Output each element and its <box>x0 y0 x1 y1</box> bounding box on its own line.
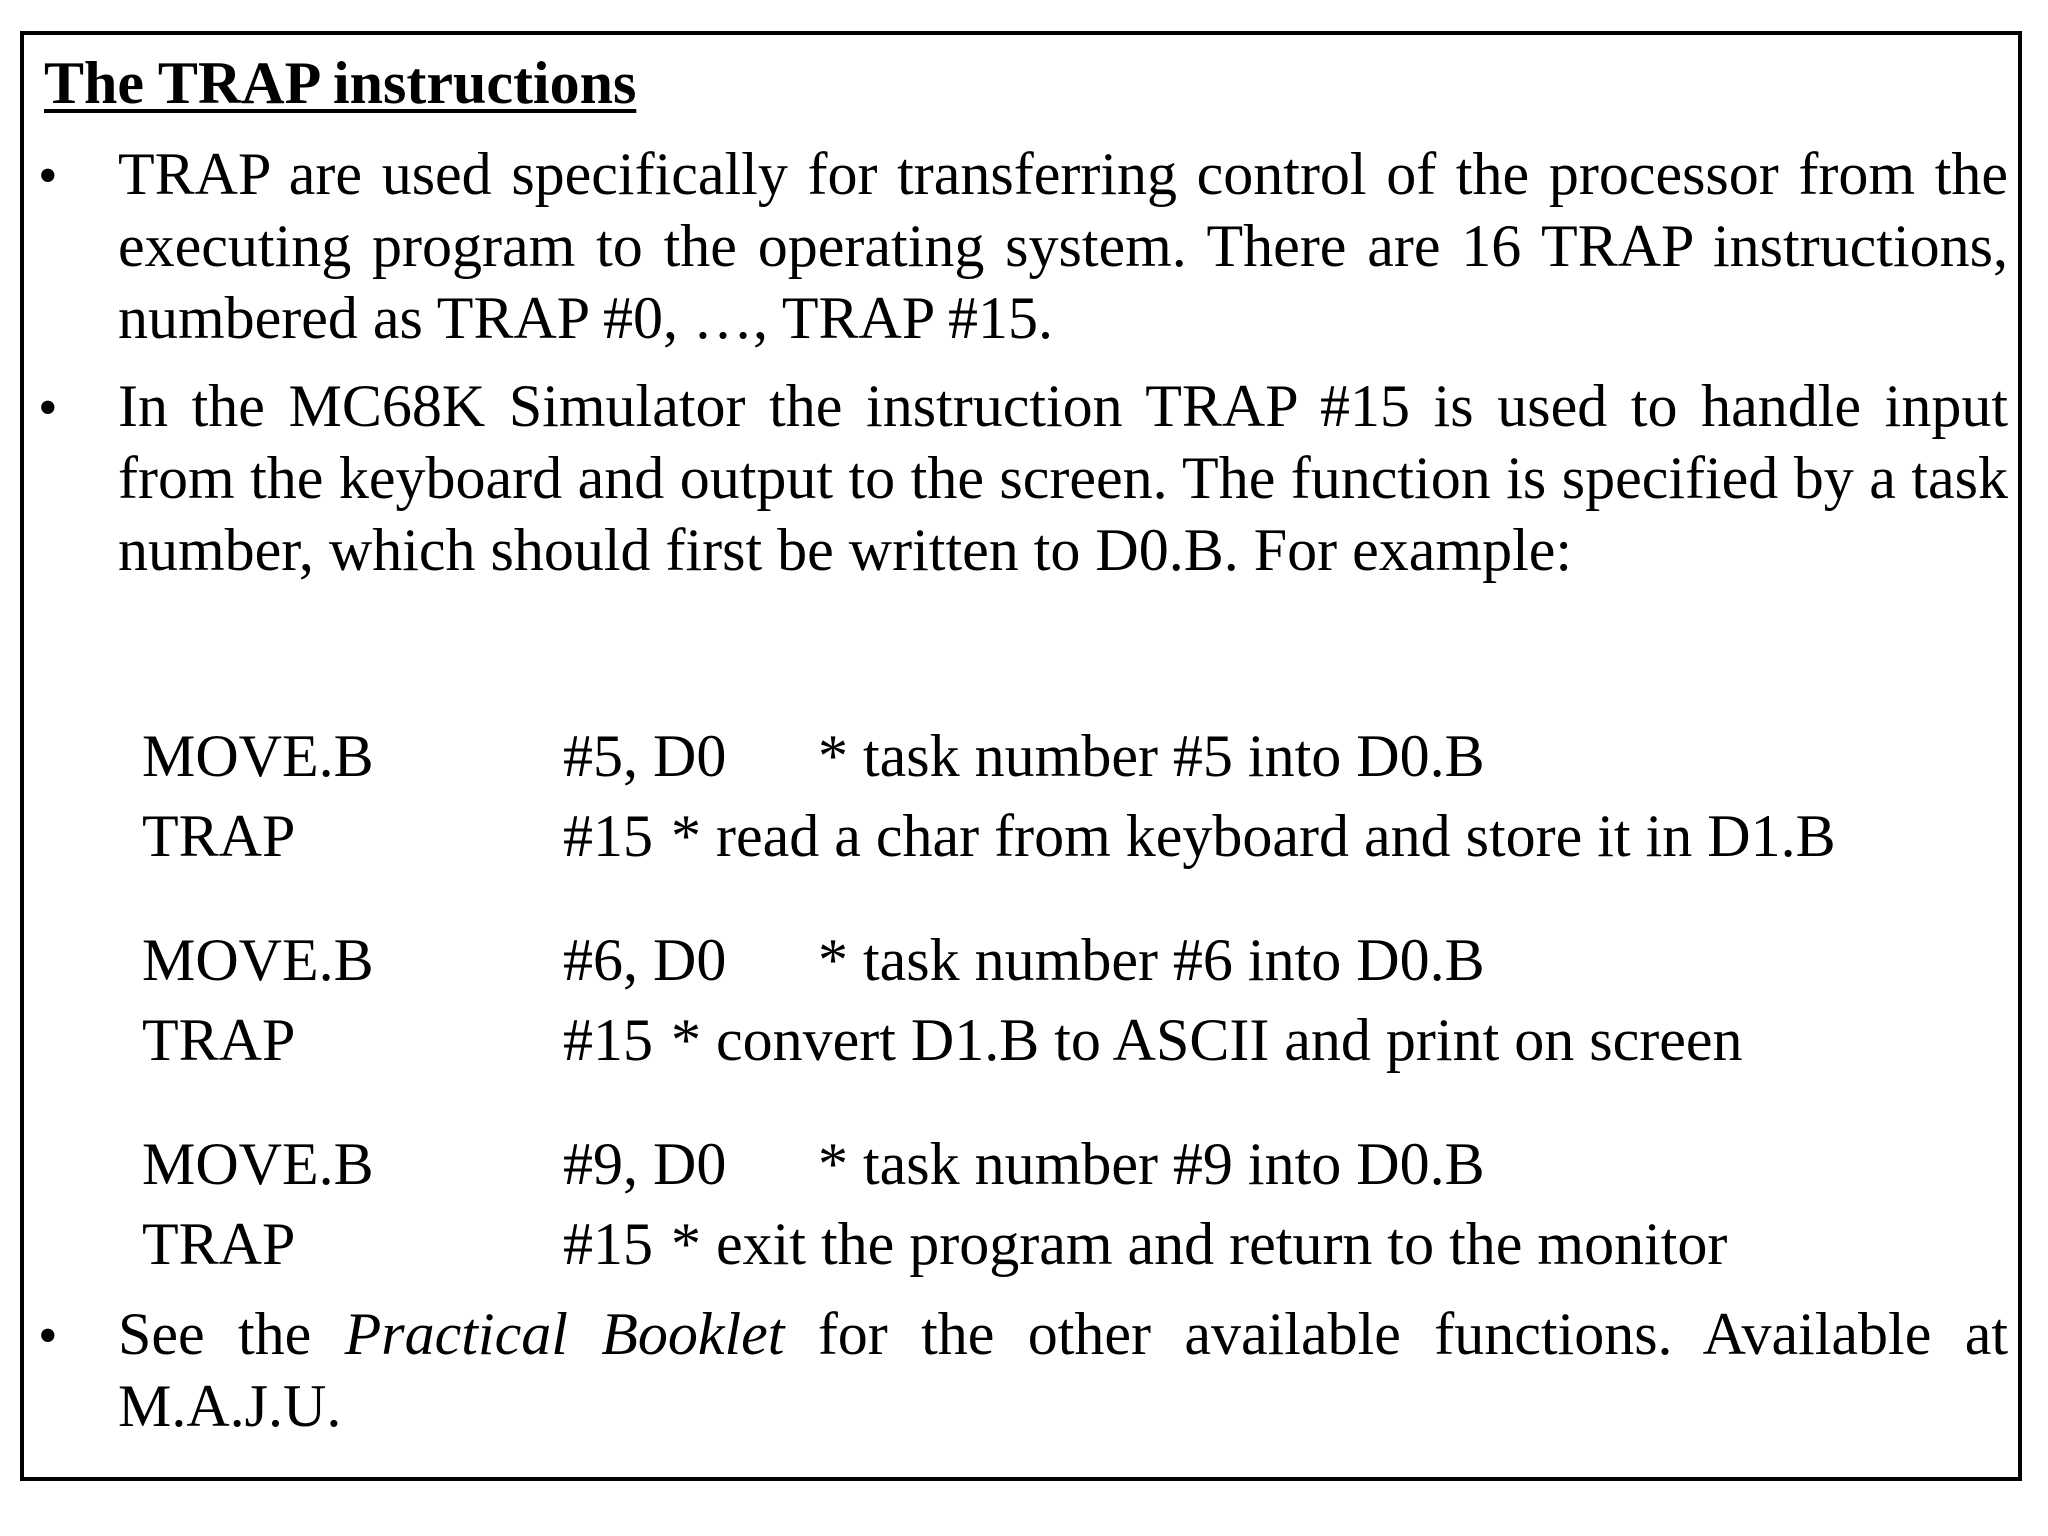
bullet-text-after: for the other available functions. Available at M.A.J.U. <box>118 1301 2008 1439</box>
code-comment: * task number #6 into D0.B <box>818 927 1485 993</box>
code-mnemonic: TRAP <box>142 1211 296 1277</box>
code-comment: * task number #9 into D0.B <box>818 1131 1485 1197</box>
slide-title: The TRAP instructions <box>44 50 637 116</box>
bullet-marker: • <box>38 377 58 439</box>
code-operand: #15 <box>563 1007 653 1073</box>
bullet-text-before: See the <box>118 1301 345 1367</box>
code-mnemonic: TRAP <box>142 1007 296 1073</box>
code-comment: * exit the program and return to the monitor <box>671 1211 1728 1277</box>
code-mnemonic: MOVE.B <box>142 1131 374 1197</box>
bullet-marker: • <box>38 145 58 207</box>
bullet-marker: • <box>38 1305 58 1367</box>
code-mnemonic: TRAP <box>142 803 296 869</box>
code-operand: #15 <box>563 803 653 869</box>
code-mnemonic: MOVE.B <box>142 723 374 789</box>
code-mnemonic: MOVE.B <box>142 927 374 993</box>
code-operand: #9, D0 <box>563 1131 727 1197</box>
bullet-text-trap-purpose: TRAP are used specifically for transferring control of the processor from the executing program to the operating system. There are 16 TRAP instructions, numbered as TRAP #0, …, TRAP #15. <box>118 141 2008 351</box>
bullet-text-simulator: In the MC68K Simulator the instruction TRAP #15 is used to handle input from the keyboard and output to the screen. The function is specified by a task number, which should first be written to D0.B. For example: <box>118 373 2008 583</box>
code-operand: #15 <box>563 1211 653 1277</box>
code-comment: * read a char from keyboard and store it in D1.B <box>671 803 1836 869</box>
bullet-text-practical-booklet <box>118 1298 2008 1442</box>
code-operand: #6, D0 <box>563 927 727 993</box>
code-comment: * task number #5 into D0.B <box>818 723 1485 789</box>
booklet-title: Practical Booklet <box>344 1301 785 1367</box>
code-operand: #5, D0 <box>563 723 727 789</box>
code-comment: * convert D1.B to ASCII and print on screen <box>671 1007 1743 1073</box>
